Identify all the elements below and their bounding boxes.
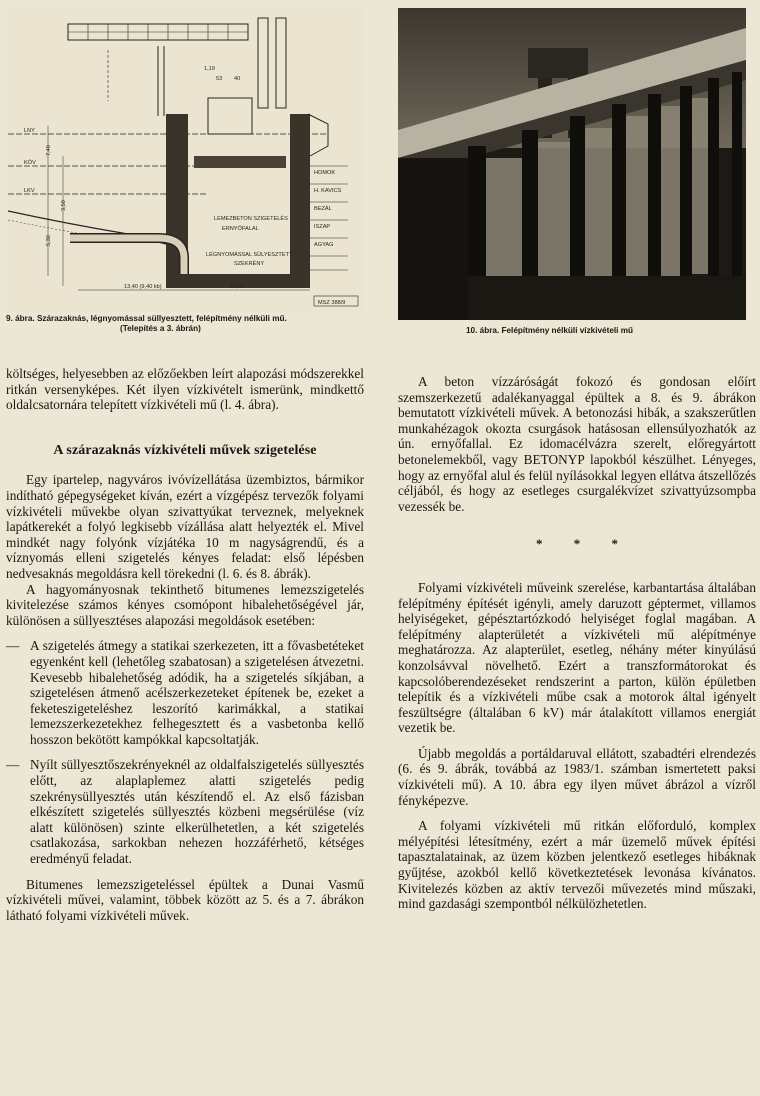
label-ernyofal: ERNYŐFALAL bbox=[222, 226, 259, 232]
paragraph-1: Egy ipartelep, nagyváros ivóvízellátása üzembiztos, bármikor indítható gépegységeket kíván, ezért a vízgépész tervezők folyami vízkivételi művekbe olyan szivattyúkat terveznek, melyeknek lapátkerekét a folyó legkisebb vízállása alatt helyezték el. Mivel mindkét nagy folyónk vízjátéka 10 m nagyságrendű, és a víznyomás elleni szigetelés kényes feladat: első lépésben nedvesaknás megoldásra kell törekedni (l. 6. és 8. ábrák). bbox=[6, 472, 364, 581]
bullet-2-text: Nyílt süllyesztőszekrényeknél az oldalfalszigetelés süllyesztés előtt, az alaplaplemez alatti szigetelés pedig szekrénysüllyesztés után készítendő el. Az első fázisban elkészített szigetelés süllyesztés közbeni megsérülése (víz alatt különösen) szinte elkerülhetetlen, a két szigetelés csatlakozása, sarkokban nehezen hozzáférhető, kétséges eredményű feladat. bbox=[30, 757, 364, 867]
dim-vertical-3: 5,30 bbox=[46, 235, 52, 246]
bullet-1-dash: — bbox=[6, 638, 20, 654]
bullet-2 bbox=[6, 757, 364, 866]
dim-bottom-2: 14,05 bbox=[230, 284, 244, 290]
label-bezal: BEZÁL bbox=[314, 206, 332, 212]
label-homok-kavics: H. KAVICS bbox=[314, 188, 342, 194]
label-lny: LNY bbox=[24, 128, 35, 134]
label-agyag: AGYAG bbox=[314, 242, 334, 248]
dim-vertical-2: 3,50 bbox=[61, 200, 67, 211]
label-legnyomas: LÉGNYOMÁSSAL SÜLYESZTETT bbox=[206, 252, 293, 258]
dim-bottom-1: 13,40 (9,40 kb) bbox=[124, 284, 162, 290]
label-homok: HOMOK bbox=[314, 170, 336, 176]
right-column bbox=[398, 374, 756, 912]
right-paragraph-2: Folyami vízkivételi műveink szerelése, karbantartása általában felépítmény építését igényli, amely daruzott géptermet, villamos helyiségeket, gépésztartózkodó helyiséget foglal magában. A felépítmény alapterületét a vízkivételi mű alépítménye meghatározza. Az alapterület, esetleg, néhány méter kinyúlású konzolsávval növelhető. Ezért a transzformátorokat és kapcsolóberendezéseket rendszerint a parton, külön épületben telepítik és a vízkivételi műbe csak a motorok által igényelt feszültségre (általában 6 kV) már átalakított villamos energiát vezetik be. bbox=[398, 579, 756, 736]
right-paragraph-4: A folyami vízkivételi mű ritkán előforduló, komplex mélyépítési létesítmény, ezért a már üzemelő művek építési tapasztalatainak, az üzem közben jelentkező esetleges hibáknak gyűjtése, azokból kellő következtetések levonása kívánatos. Kivitelezés közben az aktív tervezői művezetés mind műszaki, mind gazdasági szempontból nélkülözhetetlen. bbox=[398, 818, 756, 912]
right-paragraph-3: Újabb megoldás a portáldaruval ellátott, szabadtéri elrendezés (6. és 9. ábrák, továbbá az 1983/1. számban ismertetett paksi vízkivételi mű). A 10. ábra egy ilyen művet ábrázol a vízről fényképezve. bbox=[398, 745, 756, 808]
svg-text:53: 53 bbox=[216, 76, 223, 82]
paragraph-2: A hagyományosnak tekinthető bitumenes lemezszigetelés kivitelezése számos kényes csomópont hibalehetőségével jár, különösen a süllyesztéses alapozási megoldások esetében: bbox=[6, 581, 364, 628]
section-heading: A szárazaknás vízkivételi művek szigetelése bbox=[53, 442, 317, 458]
figure-9-caption-line1: 9. ábra. Szárazaknás, légnyomással süllyesztett, felépítmény nélküli mű. bbox=[6, 314, 287, 323]
label-iszap: ISZAP bbox=[314, 224, 331, 230]
right-paragraph-1: A beton vízzáróságát fokozó és gondosan előírt szemszerkezetű adalékanyaggal épültek a 8. és 9. ábrákon bemutatott vízkivételi művek. A betonozási hibák, a szakszerűtlen munkahézagok okozta csurgások hatásosan ellensúlyozhatók az ún. ernyőfallal. Ez idomacélvázra szerelt, előregyártott betonelemekből, vagy BETONYP lapokból készülhet. Lényeges, hogy az ernyőfal alul és felül nyílásokkal legyen ellátva átszellőzés céljából, és hogy az esetleges csurgalékvízet szivattyúzsompba vezessék be. bbox=[398, 374, 756, 514]
figure-10-caption: 10. ábra. Felépítmény nélküli vízkivételi mű bbox=[466, 326, 634, 335]
label-lkv: LKV bbox=[24, 188, 35, 194]
section-separator: * * * bbox=[536, 536, 632, 552]
label-kov: KÖV bbox=[24, 160, 36, 166]
label-szekreny: SZEKRÉNY bbox=[234, 261, 265, 267]
bullet-2-dash: — bbox=[6, 757, 20, 773]
svg-text:1,19: 1,19 bbox=[204, 66, 215, 72]
paragraph-3: Bitumenes lemezszigeteléssel épültek a Dunai Vasmű vízkivételi művei, valamint, többek között az 5. és a 7. ábrákon látható folyami vízkivételi művek. bbox=[6, 876, 364, 923]
bullet-1 bbox=[6, 638, 364, 747]
left-column bbox=[6, 366, 364, 923]
label-msz: MSZ 388/9 bbox=[318, 300, 346, 306]
label-lemez: LEMEZBETON SZIGETELÉS bbox=[214, 216, 288, 222]
paragraph-intro: költséges, helyesebben az előzőekben leírt alapozási módszerekkel ritkán versenyképes. Két ilyen vízkivételt ismerünk, mindkettő oldalcsatornára telepített vízkivételi mű (l. 4. ábra). bbox=[6, 366, 364, 413]
figure-9-svg bbox=[8, 6, 366, 312]
figure-10-svg bbox=[398, 8, 746, 320]
figure-9-caption-line2: (Telepítés a 3. ábrán) bbox=[120, 324, 201, 333]
figure-9-drawing bbox=[8, 6, 366, 312]
bullet-1-text: A szigetelés átmegy a statikai szerkezeten, itt a fővasbetéteket egyenként kell (lehetőleg szabatosan) a szigetelésen átvezetni. Kevesebb hibalehetőség adódik, ha a szigetelés síkjában, a szigetelésen átmenő acélszerkezeteket építenek be, ezeket a feketeszigeteléshez leszorító karimákkal, a statikai lemezszerkezetekhez felhegesztett és a vasbetonba kellő hosszon bekötött kampókkal kapcsoltatják. bbox=[30, 638, 364, 747]
dim-vertical-1: 7,40 bbox=[46, 145, 52, 156]
figure-10-photo bbox=[398, 8, 746, 320]
svg-text:40: 40 bbox=[234, 76, 241, 82]
